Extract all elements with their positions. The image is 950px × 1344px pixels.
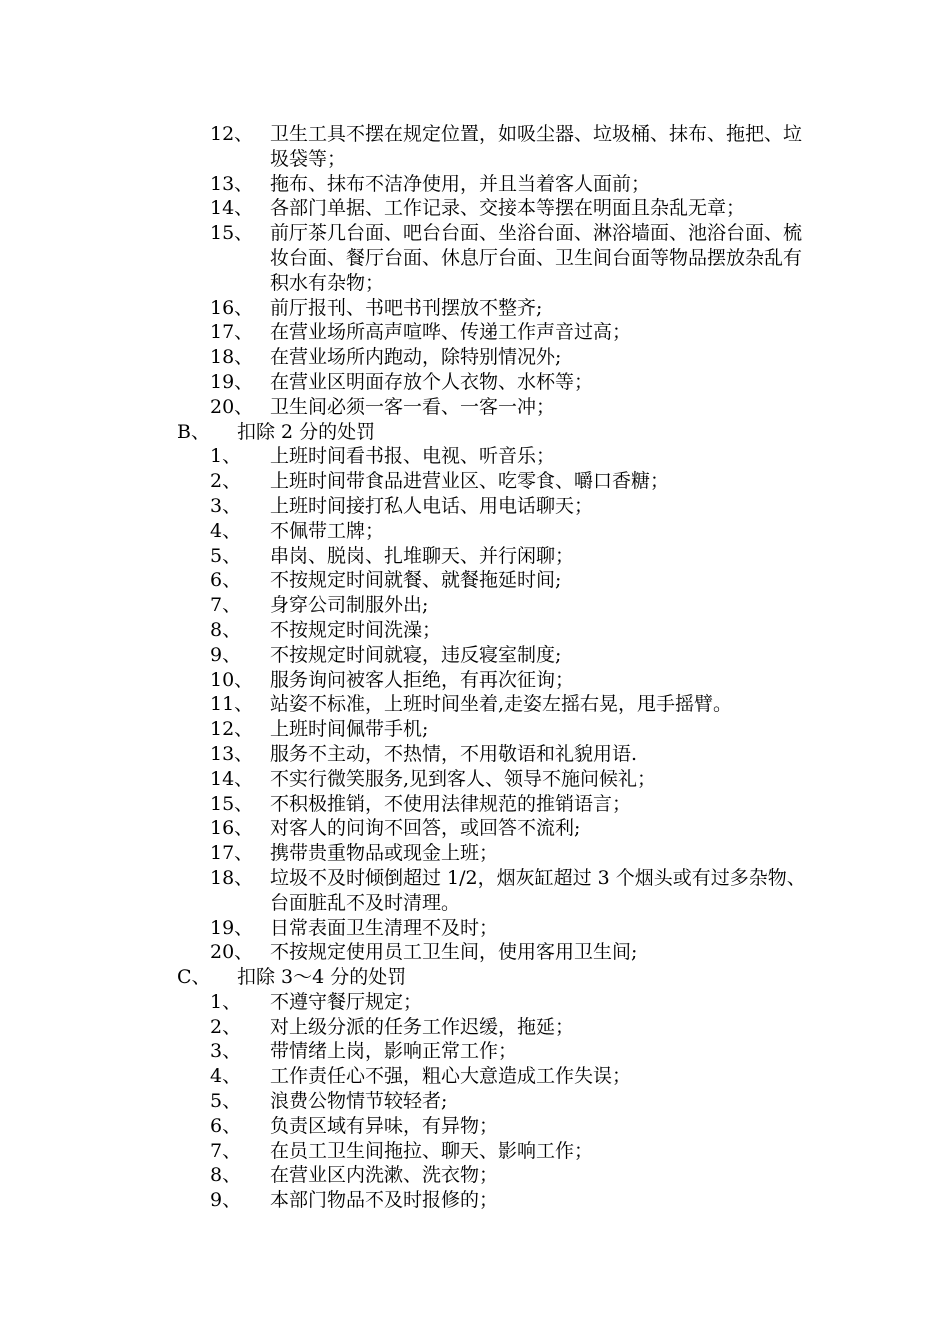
item-number: 12、 [210,718,254,741]
item-text: 负责区域有异味，有异物； [270,1114,499,1137]
item-number: 18、 [210,346,254,369]
item-number: 3、 [210,494,242,517]
item-text: 不按规定时间就餐、就餐拖延时间; [270,569,562,592]
item-number: 13、 [210,742,254,765]
list-item [0,444,950,469]
item-text: 不佩带工牌； [270,519,385,542]
item-text: 对上级分派的任务工作迟缓，拖延； [270,1015,575,1038]
item-number: 9、 [210,1189,242,1212]
list-item [0,519,950,544]
item-text: 不遵守餐厅规定； [270,990,423,1013]
item-text: 不按规定时间洗澡； [270,618,442,641]
item-number: 4、 [210,519,242,542]
list-item [0,916,950,941]
list-item [0,841,950,866]
list-item [0,742,950,767]
item-text: 不按规定时间就寝，违反寝室制度; [270,643,562,666]
item-text: 不按规定使用员工卫生间，使用客用卫生间; [270,941,638,964]
item-number: 14、 [210,197,254,220]
item-text: 服务询问被客人拒绝，有再次征询； [270,668,575,691]
item-number: 8、 [210,618,242,641]
list-item [0,122,950,172]
list-item [0,1039,950,1064]
item-number: 12、 [210,123,254,145]
item-text: 上班时间接打私人电话、用电话聊天； [270,494,594,517]
item-number: 8、 [210,1164,242,1187]
item-text: 日常表面卫生清理不及时； [270,916,499,939]
list-item [0,221,950,295]
item-number: 20、 [210,941,254,964]
list-item [0,469,950,494]
list-item [0,866,950,916]
list-item [0,990,950,1015]
item-text: 在营业区明面存放个人衣物、水杯等； [270,370,594,393]
item-number: 5、 [210,544,242,567]
item-number: 11、 [210,693,254,716]
item-number: 16、 [210,817,254,840]
list-item [0,395,950,420]
item-text: 带情绪上岗，影响正常工作； [270,1040,518,1063]
item-text: 工作责任心不强，粗心大意造成工作失误； [270,1065,632,1088]
item-text: 串岗、脱岗、扎堆聊天、并行闲聊； [270,544,575,567]
section-heading [0,420,950,445]
item-text: 垃圾不及时倾倒超过 1/2，烟灰缸超过 3 个烟头或有过多杂物、台面脏乱不及时清理。 [270,866,806,914]
item-text: 前厅茶几台面、吧台台面、坐浴台面、淋浴墙面、池浴台面、梳妆台面、餐厅台面、休息厅台面、卫生间台面等物品摆放杂乱有积水有杂物； [270,222,803,294]
item-number: 17、 [210,842,254,865]
list-item [0,370,950,395]
section-label: C、 [177,966,211,989]
list-item [0,717,950,742]
item-text: 在营业场所内跑动，除特别情况外; [270,346,562,369]
item-text: 对客人的问询不回答，或回答不流利; [270,817,581,840]
list-item [0,568,950,593]
item-text: 本部门物品不及时报修的； [270,1189,499,1212]
item-text: 站姿不标准，上班时间坐着,走姿左摇右晃，甩手摇臂。 [270,693,733,716]
list-item [0,668,950,693]
list-item [0,172,950,197]
item-number: 7、 [210,594,242,617]
item-number: 1、 [210,445,242,468]
item-text: 在员工卫生间拖拉、聊天、影响工作； [270,1139,594,1162]
item-number: 20、 [210,395,254,418]
item-text: 在营业场所高声喧哗、传递工作声音过高； [270,321,632,344]
item-number: 6、 [210,569,242,592]
item-number: 13、 [210,172,254,195]
item-number: 14、 [210,767,254,790]
item-number: 2、 [210,1015,242,1038]
list-item [0,1114,950,1139]
list-item [0,544,950,569]
item-text: 携带贵重物品或现金上班； [270,842,499,865]
list-item [0,618,950,643]
penalty-list [0,122,950,1213]
item-text: 上班时间带食品进营业区、吃零食、嚼口香糖； [270,470,670,493]
item-text: 在营业区内洗漱、洗衣物； [270,1164,499,1187]
item-text: 上班时间佩带手机; [270,718,429,741]
item-text: 不积极推销，不使用法律规范的推销语言； [270,792,632,815]
list-item [0,345,950,370]
item-number: 4、 [210,1065,242,1088]
list-item [0,1139,950,1164]
list-item [0,296,950,321]
section-label: B、 [177,420,210,443]
item-number: 18、 [210,866,254,889]
list-item [0,767,950,792]
item-number: 17、 [210,321,254,344]
item-number: 2、 [210,470,242,493]
list-item [0,816,950,841]
item-number: 15、 [210,792,254,815]
item-number: 10、 [210,668,254,691]
list-item [0,643,950,668]
item-number: 5、 [210,1090,242,1113]
item-text: 拖布、抹布不洁净使用，并且当着客人面前； [270,172,651,195]
item-text: 浪费公物情节较轻者; [270,1090,448,1113]
item-number: 7、 [210,1139,242,1162]
item-text: 卫生间必须一客一看、一客一冲； [270,395,556,418]
item-text: 身穿公司制服外出; [270,594,429,617]
item-text: 各部门单据、工作记录、交接本等摆在明面且杂乱无章； [270,197,746,220]
list-item [0,940,950,965]
section-heading [0,965,950,990]
item-text: 卫生工具不摆在规定位置，如吸尘器、垃圾桶、抹布、拖把、垃圾袋等； [270,123,803,170]
item-text: 前厅报刊、书吧书刊摆放不整齐; [270,296,543,319]
section-title: 扣除 3～4 分的处罚 [237,966,407,989]
item-number: 1、 [210,990,242,1013]
list-item [0,494,950,519]
list-item [0,593,950,618]
item-number: 16、 [210,296,254,319]
list-item [0,1089,950,1114]
list-item [0,1015,950,1040]
item-text: 上班时间看书报、电视、听音乐； [270,445,556,468]
item-number: 15、 [210,222,254,245]
list-item [0,792,950,817]
item-number: 19、 [210,370,254,393]
list-item [0,196,950,221]
item-number: 19、 [210,916,254,939]
list-item [0,320,950,345]
item-text: 服务不主动，不热情，不用敬语和礼貌用语. [270,742,638,765]
item-text: 不实行微笑服务,见到客人、领导不施问候礼； [270,767,657,790]
item-number: 9、 [210,643,242,666]
list-item [0,692,950,717]
list-item [0,1064,950,1089]
list-item [0,1188,950,1213]
section-title: 扣除 2 分的处罚 [237,420,376,443]
item-number: 6、 [210,1114,242,1137]
item-number: 3、 [210,1040,242,1063]
list-item [0,1163,950,1188]
